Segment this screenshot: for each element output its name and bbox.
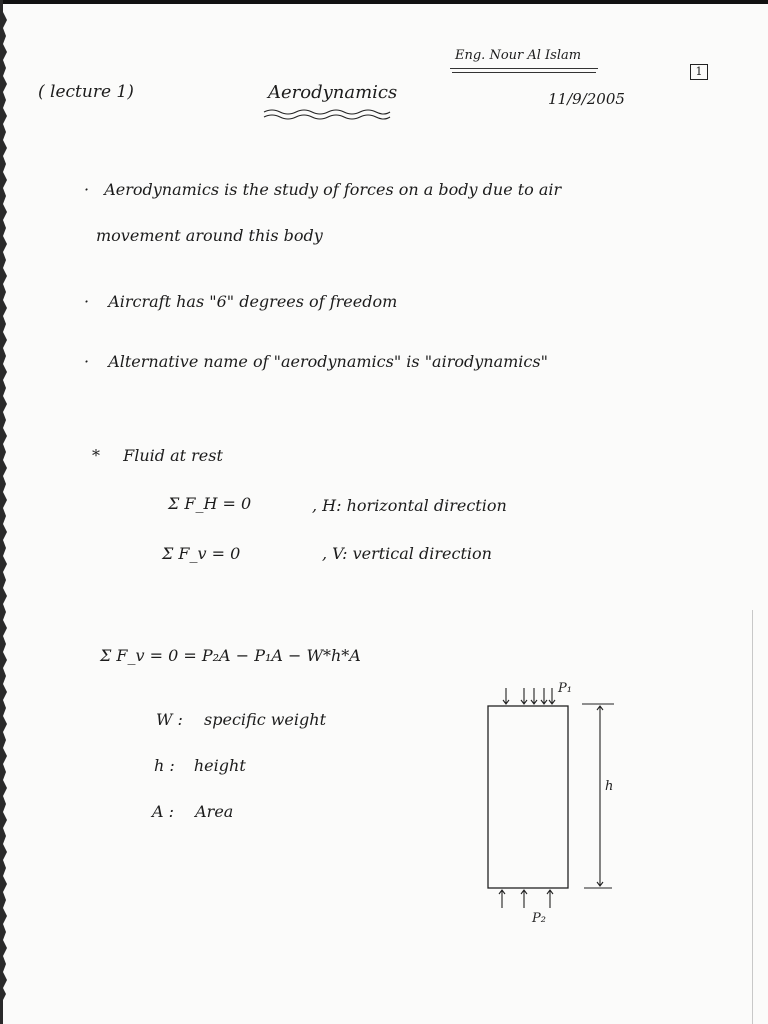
author-underline [450,68,598,69]
equation-horizontal-note: , H: horizontal direction [312,496,507,515]
bottom-pressure-arrows [499,890,553,908]
top-pressure-arrows [503,688,555,704]
bullet-3-text: Alternative name of "aerodynamics" is "airodynamics" [108,352,548,371]
page-title: Aerodynamics [268,82,398,103]
bullet-dot: · [84,292,90,311]
bullet-1-continuation: movement around this body [96,226,323,245]
star-marker: * [92,446,100,465]
definition-w [156,710,326,729]
equation-vertical: Σ F_v = 0 [162,544,241,563]
bullet-2-text: Aircraft has "6" degrees of freedom [108,292,398,311]
lecture-label: ( lecture 1) [38,82,134,102]
definition-h [154,756,246,775]
definition-meaning: specific weight [204,710,326,729]
fluid-column-diagram [478,674,628,934]
page-number: 1 [690,64,708,80]
definition-symbol: A : [152,802,175,821]
bullet-3 [84,352,548,371]
definition-meaning: Area [195,802,234,821]
equation-horizontal: Σ F_H = 0 [168,494,252,513]
author-name: Eng. Nour Al Islam [455,48,582,63]
title-wavy-underline [262,108,392,120]
bullet-dot: · [84,180,90,199]
definition-symbol: W : [156,710,183,729]
page-edge-line [752,610,753,1024]
definition-a [152,802,233,821]
diagram-height-label: h [605,779,614,794]
height-dimension [582,704,614,888]
binding-edge [0,0,10,1024]
definition-symbol: h : [154,756,175,775]
lecture-date: 11/9/2005 [548,90,625,108]
scan-top-edge [0,0,768,4]
equation-vertical-note: , V: vertical direction [322,544,492,563]
section-fluid-at-rest [92,446,223,465]
author-underline-2 [452,72,596,73]
bullet-1-text: Aerodynamics is the study of forces on a body due to air [104,180,562,199]
diagram-bottom-label: P₂ [532,911,546,926]
definition-meaning: height [193,756,246,775]
bullet-1 [84,180,561,199]
fluid-column-rect [488,706,568,888]
diagram-top-label: P₁ [558,681,572,696]
section-heading: Fluid at rest [123,446,223,465]
bullet-2 [84,292,397,311]
bullet-dot: · [84,352,90,371]
force-balance-equation: Σ F_v = 0 = P₂A − P₁A − W*h*A [100,646,361,665]
